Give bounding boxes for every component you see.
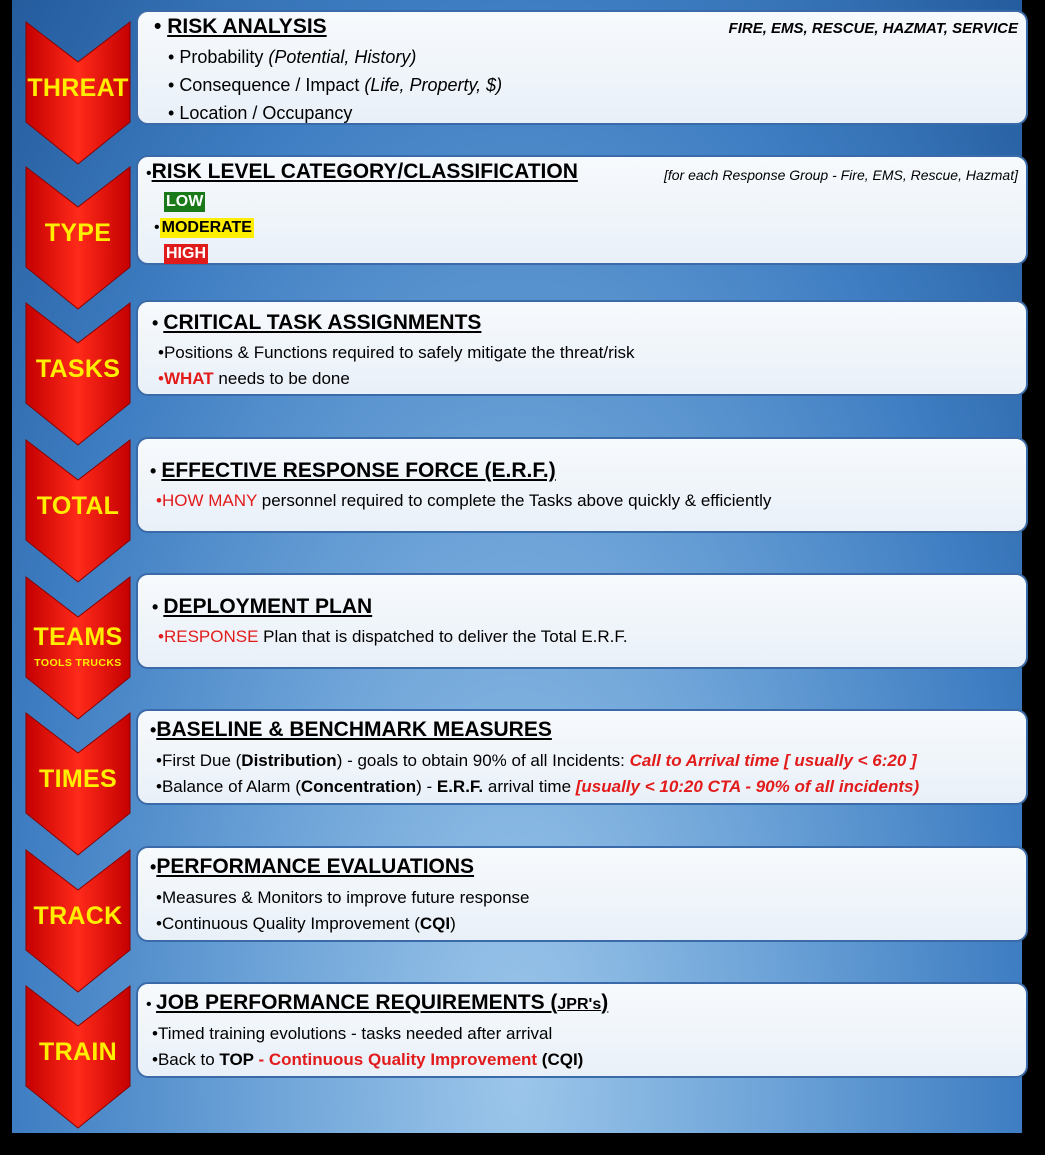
step-label: TEAMS bbox=[33, 623, 123, 651]
response-group-note: [for each Response Group - Fire, EMS, Rescue, Hazmat] bbox=[663, 167, 1018, 183]
bullet-back-to-top: •Back to TOP - Continuous Quality Improvement (CQI) bbox=[152, 1050, 584, 1069]
bullet-positions: •Positions & Functions required to safely mitigate the threat/risk bbox=[158, 343, 635, 362]
step-label: TOTAL bbox=[36, 492, 120, 520]
chevron-type bbox=[26, 167, 130, 309]
box-title: •RISK LEVEL CATEGORY/CLASSIFICATION bbox=[146, 160, 578, 183]
step-label: TYPE bbox=[44, 219, 112, 247]
response-groups: FIRE, EMS, RESCUE, HAZMAT, SERVICE bbox=[728, 20, 1018, 37]
box-title: • CRITICAL TASK ASSIGNMENTS bbox=[152, 311, 482, 334]
bullet-balance-of-alarm: •Balance of Alarm (Concentration) - E.R.F. arrival time [usually < 10:20 CTA - 90% of all incidents) bbox=[156, 777, 920, 796]
box-tasks bbox=[136, 300, 1028, 396]
box-title: • JOB PERFORMANCE REQUIREMENTS (JPR's) bbox=[146, 991, 609, 1014]
box-title: •BASELINE & BENCHMARK MEASURES bbox=[150, 718, 552, 741]
box-track bbox=[136, 846, 1028, 942]
chevron-threat bbox=[26, 22, 130, 164]
box-title: • RISK ANALYSIS bbox=[154, 15, 327, 38]
chevron-total bbox=[26, 440, 130, 582]
diagram-canvas bbox=[12, 0, 1022, 1133]
chevron-train bbox=[26, 986, 130, 1128]
bullet-probability: • Probability (Potential, History) bbox=[168, 47, 417, 67]
box-title: • DEPLOYMENT PLAN bbox=[152, 595, 373, 618]
step-label: TIMES bbox=[39, 765, 117, 793]
risk-high: HIGH bbox=[166, 245, 206, 262]
chevron-tasks bbox=[26, 303, 130, 445]
bullet-first-due: •First Due (Distribution) - goals to obtain 90% of all Incidents: Call to Arrival time [ usually < 6:20 ] bbox=[156, 751, 917, 770]
step-label: TRACK bbox=[33, 902, 123, 930]
box-times bbox=[136, 709, 1028, 805]
step-sublabel: TOOLS TRUCKS bbox=[34, 657, 122, 669]
risk-moderate: • MODERATE bbox=[154, 219, 252, 236]
box-total bbox=[136, 437, 1028, 533]
box-threat bbox=[136, 10, 1028, 125]
chevron-track bbox=[26, 850, 130, 992]
step-label: TASKS bbox=[35, 355, 121, 383]
bullet-what: •WHAT needs to be done bbox=[158, 369, 350, 388]
step-label: TRAIN bbox=[39, 1038, 117, 1066]
box-type bbox=[136, 155, 1028, 265]
risk-low: LOW bbox=[166, 193, 204, 210]
bullet-how-many: •HOW MANY personnel required to complete the Tasks above quickly & efficiently bbox=[156, 491, 772, 510]
chevron-teams bbox=[26, 577, 130, 719]
box-teams bbox=[136, 573, 1028, 669]
chevron-times bbox=[26, 713, 130, 855]
bullet-location: • Location / Occupancy bbox=[168, 103, 353, 123]
bullet-consequence: • Consequence / Impact (Life, Property, $) bbox=[168, 75, 503, 95]
box-title: • EFFECTIVE RESPONSE FORCE (E.R.F.) bbox=[150, 459, 556, 482]
bullet-response: •RESPONSE Plan that is dispatched to deliver the Total E.R.F. bbox=[158, 627, 628, 646]
bullet-measures: •Measures & Monitors to improve future response bbox=[156, 888, 530, 907]
box-train bbox=[136, 982, 1028, 1078]
bullet-timed-training: •Timed training evolutions - tasks needed after arrival bbox=[152, 1024, 553, 1043]
step-label: THREAT bbox=[27, 74, 129, 102]
bullet-cqi: •Continuous Quality Improvement (CQI) bbox=[156, 914, 456, 933]
box-title: •PERFORMANCE EVALUATIONS bbox=[150, 855, 475, 878]
